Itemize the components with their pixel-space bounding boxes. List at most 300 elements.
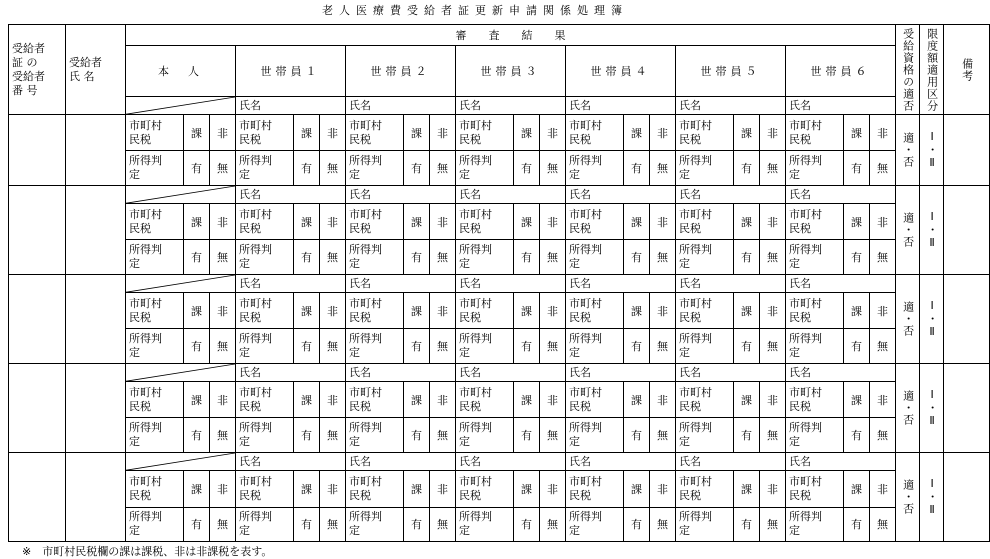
income-yu: 有 (624, 507, 650, 542)
eligibility-cell (896, 274, 920, 363)
income-mu: 無 (320, 151, 346, 185)
income-yu: 有 (844, 329, 870, 363)
name-label: 氏名 (786, 274, 896, 292)
tax-ka: 課 (844, 293, 870, 329)
tax-hi: 非 (320, 293, 346, 329)
limit-category-cell (920, 363, 944, 452)
name-label: 氏名 (456, 363, 566, 381)
diagonal-line (126, 364, 235, 381)
income-label: 所得判 定 (236, 151, 294, 185)
tax-hi: 非 (870, 204, 896, 240)
tax-hi: 非 (650, 293, 676, 329)
income-mu: 無 (650, 151, 676, 185)
diagonal-cell (126, 274, 236, 292)
header-limit-category (920, 25, 944, 115)
income-yu: 有 (734, 240, 760, 274)
income-mu: 無 (210, 507, 236, 542)
limit-category-cell (920, 274, 944, 363)
tax-ka: 課 (844, 471, 870, 507)
name-label: 氏名 (456, 185, 566, 203)
header-honnin: 本 人 (126, 46, 236, 97)
income-mu: 無 (870, 507, 896, 542)
tax-hi: 非 (650, 204, 676, 240)
name-label: 氏名 (676, 274, 786, 292)
eligibility-cell (896, 452, 920, 541)
diagonal-line (126, 186, 235, 203)
income-yu: 有 (514, 240, 540, 274)
income-yu: 有 (514, 507, 540, 542)
tax-ka: 課 (624, 382, 650, 418)
income-mu: 無 (540, 507, 566, 542)
tax-ka: 課 (404, 293, 430, 329)
income-label: 所得判 定 (346, 151, 404, 185)
income-label: 所得判 定 (236, 329, 294, 363)
income-yu: 有 (294, 507, 320, 542)
limit-category-value: Ⅰ・Ⅱ (925, 298, 939, 339)
income-yu: 有 (404, 240, 430, 274)
eligibility-value: 適・否 (901, 478, 915, 515)
header-setai-5: 世帯員５ (676, 46, 786, 97)
income-mu: 無 (650, 240, 676, 274)
tax-hi: 非 (870, 115, 896, 151)
income-mu: 無 (760, 329, 786, 363)
tax-hi: 非 (650, 115, 676, 151)
eligibility-value: 適・否 (901, 211, 915, 248)
header-setai-3: 世帯員３ (456, 46, 566, 97)
cert-number-cell (9, 363, 66, 452)
tax-ka: 課 (624, 293, 650, 329)
income-label: 所得判 定 (346, 418, 404, 452)
tax-label: 市町村 民税 (236, 115, 294, 151)
tax-label: 市町村 民税 (676, 293, 734, 329)
remarks-cell (944, 274, 990, 363)
income-yu: 有 (294, 418, 320, 452)
name-label: 氏名 (346, 363, 456, 381)
tax-ka: 課 (624, 471, 650, 507)
tax-label: 市町村 民税 (456, 293, 514, 329)
income-yu: 有 (734, 151, 760, 185)
tax-ka: 課 (734, 382, 760, 418)
income-label: 所得判 定 (786, 418, 844, 452)
income-yu: 有 (844, 240, 870, 274)
income-mu: 無 (320, 507, 346, 542)
income-label: 所得判 定 (346, 240, 404, 274)
tax-hi: 非 (760, 115, 786, 151)
limit-category-value: Ⅰ・Ⅱ (925, 476, 939, 517)
tax-ka: 課 (624, 115, 650, 151)
diagonal-cell (126, 363, 236, 381)
diagonal-cell (126, 452, 236, 470)
name-label: 氏名 (566, 185, 676, 203)
tax-ka: 課 (404, 382, 430, 418)
tax-label: 市町村 民税 (126, 382, 184, 418)
tax-ka: 課 (184, 293, 210, 329)
income-mu: 無 (870, 151, 896, 185)
tax-hi: 非 (760, 204, 786, 240)
income-label: 所得判 定 (566, 151, 624, 185)
tax-label: 市町村 民税 (126, 204, 184, 240)
header-eligibility (896, 25, 920, 115)
income-mu: 無 (210, 418, 236, 452)
tax-label: 市町村 民税 (786, 471, 844, 507)
income-mu: 無 (210, 329, 236, 363)
name-label: 氏名 (236, 185, 346, 203)
document-title: 老人医療費受給者証更新申請関係処理簿 (322, 4, 628, 17)
tax-hi: 非 (760, 471, 786, 507)
income-label: 所得判 定 (676, 418, 734, 452)
tax-ka: 課 (734, 204, 760, 240)
income-label: 所得判 定 (566, 418, 624, 452)
tax-ka: 課 (184, 204, 210, 240)
cert-number-cell (9, 185, 66, 274)
name-label: 氏名 (566, 452, 676, 470)
income-mu: 無 (540, 240, 566, 274)
income-label: 所得判 定 (676, 240, 734, 274)
income-label: 所得判 定 (126, 507, 184, 542)
income-yu: 有 (844, 151, 870, 185)
income-label: 所得判 定 (676, 329, 734, 363)
header-remarks (944, 25, 990, 115)
income-yu: 有 (404, 507, 430, 542)
income-label: 所得判 定 (786, 151, 844, 185)
tax-label: 市町村 民税 (676, 115, 734, 151)
eligibility-value: 適・否 (901, 300, 915, 337)
header-setai-2: 世帯員２ (346, 46, 456, 97)
income-label: 所得判 定 (786, 240, 844, 274)
tax-hi: 非 (760, 293, 786, 329)
tax-ka: 課 (404, 471, 430, 507)
income-yu: 有 (624, 418, 650, 452)
income-label: 所得判 定 (456, 151, 514, 185)
tax-hi: 非 (540, 382, 566, 418)
income-mu: 無 (210, 240, 236, 274)
tax-label: 市町村 民税 (346, 293, 404, 329)
tax-label: 市町村 民税 (456, 382, 514, 418)
tax-label: 市町村 民税 (786, 293, 844, 329)
income-mu: 無 (870, 240, 896, 274)
name-label: 氏名 (786, 96, 896, 114)
eligibility-cell (896, 363, 920, 452)
name-label: 氏名 (786, 185, 896, 203)
name-label: 氏名 (786, 363, 896, 381)
limit-category-value-text: Ⅰ・Ⅱ (925, 129, 939, 170)
tax-ka: 課 (514, 471, 540, 507)
eligibility-value: 適・否 (901, 389, 915, 426)
tax-label: 市町村 民税 (126, 115, 184, 151)
recipient-name-cell (66, 115, 126, 186)
tax-ka: 課 (294, 293, 320, 329)
cert-number-cell (9, 274, 66, 363)
tax-ka: 課 (734, 471, 760, 507)
name-label: 氏名 (676, 452, 786, 470)
name-label: 氏名 (566, 363, 676, 381)
income-label: 所得判 定 (126, 418, 184, 452)
recipient-name-cell (66, 452, 126, 541)
income-mu: 無 (760, 507, 786, 542)
income-label: 所得判 定 (566, 240, 624, 274)
tax-hi: 非 (430, 293, 456, 329)
limit-category-value: Ⅰ・Ⅱ (925, 387, 939, 428)
tax-hi: 非 (210, 204, 236, 240)
income-mu: 無 (760, 151, 786, 185)
income-mu: 無 (650, 329, 676, 363)
recipient-name-cell (66, 185, 126, 274)
name-label: 氏名 (236, 274, 346, 292)
income-mu: 無 (760, 240, 786, 274)
name-label: 氏名 (676, 96, 786, 114)
name-label: 氏名 (456, 274, 566, 292)
income-yu: 有 (294, 240, 320, 274)
diagonal-cell (126, 185, 236, 203)
income-mu: 無 (540, 329, 566, 363)
remarks-cell (944, 363, 990, 452)
income-yu: 有 (404, 151, 430, 185)
header-remarks-text: 備考 (960, 57, 974, 82)
eligibility-value (896, 115, 920, 186)
recipient-name-cell (66, 363, 126, 452)
income-mu: 無 (540, 418, 566, 452)
income-yu: 有 (184, 240, 210, 274)
income-mu: 無 (320, 329, 346, 363)
tax-hi: 非 (760, 382, 786, 418)
header-review-results: 審 査 結 果 (126, 25, 896, 46)
name-label: 氏名 (236, 452, 346, 470)
limit-category-value (920, 115, 944, 186)
remarks-cell (944, 185, 990, 274)
remarks-cell (944, 115, 990, 186)
tax-hi: 非 (870, 293, 896, 329)
name-label: 氏名 (456, 96, 566, 114)
income-mu: 無 (540, 151, 566, 185)
income-label: 所得判 定 (236, 240, 294, 274)
name-label: 氏名 (456, 452, 566, 470)
tax-label: 市町村 民税 (236, 382, 294, 418)
income-yu: 有 (404, 329, 430, 363)
tax-ka: 課 (294, 204, 320, 240)
tax-hi: 非 (210, 471, 236, 507)
tax-label: 市町村 民税 (346, 471, 404, 507)
income-label: 所得判 定 (456, 329, 514, 363)
income-mu: 無 (430, 329, 456, 363)
tax-ka: 課 (184, 471, 210, 507)
tax-label: 市町村 民税 (566, 293, 624, 329)
diagonal-line (126, 275, 235, 292)
income-yu: 有 (624, 151, 650, 185)
income-mu: 無 (870, 329, 896, 363)
tax-hi: 非 (320, 382, 346, 418)
tax-ka: 課 (514, 382, 540, 418)
tax-hi: 非 (650, 471, 676, 507)
tax-hi: 非 (320, 204, 346, 240)
tax-ka: 課 (844, 204, 870, 240)
tax-hi: 非 (540, 115, 566, 151)
name-label: 氏名 (566, 96, 676, 114)
cert-number-cell (9, 452, 66, 541)
income-yu: 有 (294, 329, 320, 363)
tax-ka: 課 (294, 115, 320, 151)
name-label: 氏名 (346, 185, 456, 203)
tax-label: 市町村 民税 (346, 382, 404, 418)
income-mu: 無 (430, 240, 456, 274)
income-yu: 有 (184, 507, 210, 542)
header-setai-6: 世帯員６ (786, 46, 896, 97)
income-label: 所得判 定 (236, 507, 294, 542)
income-mu: 無 (870, 418, 896, 452)
income-label: 所得判 定 (126, 240, 184, 274)
tax-ka: 課 (294, 471, 320, 507)
tax-label: 市町村 民税 (346, 115, 404, 151)
tax-ka: 課 (514, 204, 540, 240)
income-yu: 有 (184, 151, 210, 185)
income-mu: 無 (430, 418, 456, 452)
tax-ka: 課 (844, 382, 870, 418)
tax-hi: 非 (540, 293, 566, 329)
name-label: 氏名 (346, 274, 456, 292)
tax-label: 市町村 民税 (786, 382, 844, 418)
tax-ka: 課 (734, 293, 760, 329)
income-yu: 有 (514, 329, 540, 363)
tax-label: 市町村 民税 (676, 204, 734, 240)
tax-label: 市町村 民税 (236, 471, 294, 507)
income-mu: 無 (320, 240, 346, 274)
income-mu: 無 (650, 418, 676, 452)
income-yu: 有 (184, 418, 210, 452)
income-label: 所得判 定 (566, 329, 624, 363)
cert-number-cell (9, 115, 66, 186)
tax-hi: 非 (540, 204, 566, 240)
limit-category-value: Ⅰ・Ⅱ (925, 209, 939, 250)
tax-ka: 課 (624, 204, 650, 240)
tax-label: 市町村 民税 (676, 382, 734, 418)
header-setai-4: 世帯員４ (566, 46, 676, 97)
tax-hi: 非 (870, 471, 896, 507)
tax-ka: 課 (734, 115, 760, 151)
income-yu: 有 (184, 329, 210, 363)
tax-ka: 課 (514, 115, 540, 151)
tax-ka: 課 (294, 382, 320, 418)
income-label: 所得判 定 (346, 329, 404, 363)
ledger-table (8, 24, 990, 542)
tax-hi: 非 (540, 471, 566, 507)
limit-category-cell (920, 452, 944, 541)
name-label: 氏名 (676, 185, 786, 203)
tax-label: 市町村 民税 (456, 204, 514, 240)
tax-label: 市町村 民税 (236, 293, 294, 329)
name-label: 氏名 (236, 96, 346, 114)
tax-label: 市町村 民税 (786, 115, 844, 151)
recipient-name-cell (66, 274, 126, 363)
tax-hi: 非 (650, 382, 676, 418)
tax-ka: 課 (184, 382, 210, 418)
tax-hi: 非 (210, 293, 236, 329)
income-yu: 有 (624, 240, 650, 274)
tax-hi: 非 (210, 115, 236, 151)
income-label: 所得判 定 (346, 507, 404, 542)
income-label: 所得判 定 (126, 329, 184, 363)
tax-hi: 非 (430, 115, 456, 151)
name-label: 氏名 (786, 452, 896, 470)
income-label: 所得判 定 (786, 329, 844, 363)
income-label: 所得判 定 (456, 507, 514, 542)
income-yu: 有 (404, 418, 430, 452)
income-yu: 有 (624, 329, 650, 363)
income-label: 所得判 定 (456, 240, 514, 274)
income-yu: 有 (844, 507, 870, 542)
income-yu: 有 (734, 418, 760, 452)
name-label: 氏名 (676, 363, 786, 381)
tax-label: 市町村 民税 (566, 204, 624, 240)
tax-label: 市町村 民税 (566, 471, 624, 507)
income-mu: 無 (320, 418, 346, 452)
name-label: 氏名 (346, 96, 456, 114)
tax-label: 市町村 民税 (566, 115, 624, 151)
income-mu: 無 (210, 151, 236, 185)
eligibility-cell (896, 185, 920, 274)
tax-label: 市町村 民税 (236, 204, 294, 240)
income-label: 所得判 定 (456, 418, 514, 452)
income-label: 所得判 定 (236, 418, 294, 452)
income-mu: 無 (430, 507, 456, 542)
tax-hi: 非 (320, 471, 346, 507)
income-yu: 有 (734, 329, 760, 363)
tax-label: 市町村 民税 (566, 382, 624, 418)
eligibility-value-text: 適・否 (901, 131, 915, 168)
income-yu: 有 (734, 507, 760, 542)
tax-ka: 課 (404, 115, 430, 151)
tax-label: 市町村 民税 (456, 115, 514, 151)
diagonal-cell (126, 96, 236, 114)
limit-category-cell (920, 185, 944, 274)
income-mu: 無 (430, 151, 456, 185)
diagonal-line (126, 97, 235, 114)
tax-label: 市町村 民税 (346, 204, 404, 240)
remarks-cell (944, 452, 990, 541)
name-label: 氏名 (566, 274, 676, 292)
tax-label: 市町村 民税 (456, 471, 514, 507)
tax-ka: 課 (844, 115, 870, 151)
tax-ka: 課 (514, 293, 540, 329)
income-yu: 有 (514, 418, 540, 452)
tax-hi: 非 (320, 115, 346, 151)
tax-hi: 非 (430, 204, 456, 240)
name-label: 氏名 (346, 452, 456, 470)
tax-label: 市町村 民税 (676, 471, 734, 507)
tax-label: 市町村 民税 (126, 471, 184, 507)
income-yu: 有 (294, 151, 320, 185)
income-label: 所得判 定 (786, 507, 844, 542)
tax-hi: 非 (870, 382, 896, 418)
income-mu: 無 (760, 418, 786, 452)
diagonal-line (126, 453, 235, 470)
header-recipient-name: 受給者 氏 名 (66, 25, 126, 115)
income-label: 所得判 定 (566, 507, 624, 542)
income-yu: 有 (844, 418, 870, 452)
income-mu: 無 (650, 507, 676, 542)
income-label: 所得判 定 (676, 151, 734, 185)
header-setai-1: 世帯員１ (236, 46, 346, 97)
income-yu: 有 (514, 151, 540, 185)
tax-hi: 非 (210, 382, 236, 418)
income-label: 所得判 定 (676, 507, 734, 542)
header-limit-category-text: 限度額適用区分 (925, 27, 939, 112)
income-label: 所得判 定 (126, 151, 184, 185)
tax-hi: 非 (430, 382, 456, 418)
tax-label: 市町村 民税 (786, 204, 844, 240)
tax-ka: 課 (184, 115, 210, 151)
footnote: ※ 市町村民税欄の課は課税、非は非課税を表す。 (22, 545, 273, 558)
header-eligibility-text: 受給資格の適否 (901, 27, 915, 112)
tax-ka: 課 (404, 204, 430, 240)
